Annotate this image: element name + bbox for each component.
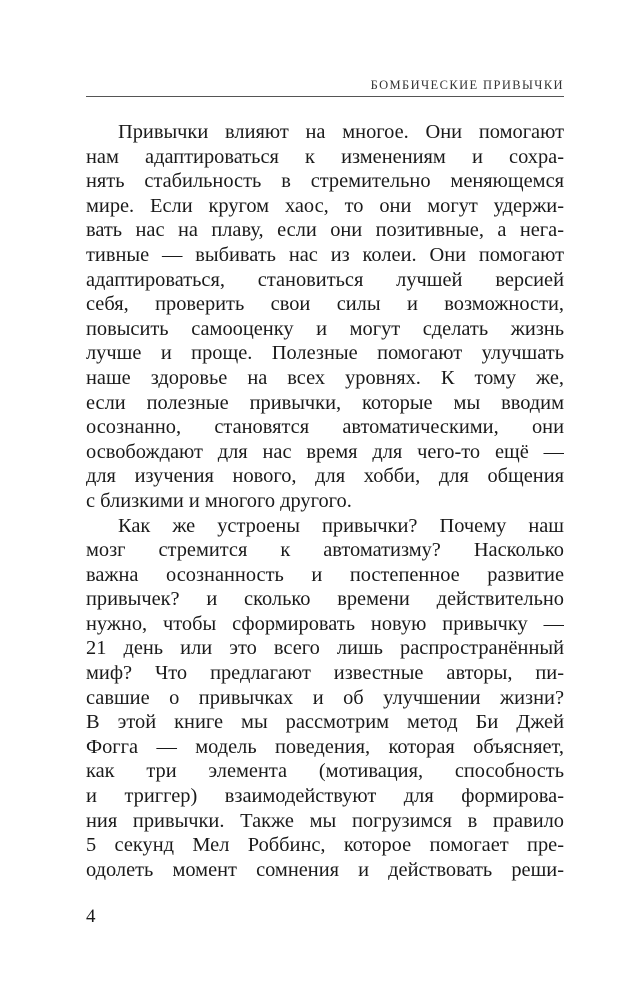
text-line: савшие о привычках и об улучшении жизни? [86,686,564,709]
body-text [86,120,564,882]
text-line: Фогга — модель поведения, которая объясняет, [86,735,564,758]
text-line: мозг стремится к автоматизму? Насколько [86,539,564,562]
text-line: В этой книге мы рассмотрим метод Би Джей [86,711,564,734]
running-head: БОМБИЧЕСКИЕ ПРИВЫЧКИ [370,78,564,92]
text-line: и триггер) взаимодействуют для формирова- [86,785,564,808]
text-line: нять стабильность в стремительно меняющемся [86,170,564,193]
text-line: если полезные привычки, которые мы вводим [86,391,564,414]
paragraph-2 [86,514,564,883]
text-line: себя, проверить свои силы и возможности, [86,293,564,316]
text-line: одолеть момент сомнения и действовать реши- [86,858,564,881]
paragraph-1 [86,120,564,514]
text-line: как три элемента (мотивация, способность [86,760,564,783]
text-line: освобождают для нас время для чего-то ещё — [86,440,564,463]
text-line: 21 день или это всего лишь распространённый [86,637,564,660]
text-line: вать нас на плаву, если они позитивные, а нега- [86,219,564,242]
text-line: мире. Если кругом хаос, то они могут удержи- [86,194,564,217]
text-line: наше здоровье на всех уровнях. К тому же, [86,366,564,389]
text-line: 5 секунд Мел Роббинс, которое помогает пре- [86,834,564,857]
text-line: важна осознанность и постепенное развитие [86,563,564,586]
text-line: ния привычки. Также мы погрузимся в правило [86,809,564,832]
page-number: 4 [86,906,96,927]
text-line: повысить самооценку и могут сделать жизнь [86,317,564,340]
text-line: нам адаптироваться к изменениям и сохра- [86,145,564,168]
text-line: Как же устроены привычки? Почему наш [118,514,564,537]
text-line: для изучения нового, для хобби, для общения [86,465,564,488]
text-line: адаптироваться, становиться лучшей версией [86,268,564,291]
text-line: нужно, чтобы сформировать новую привычку — [86,612,564,635]
text-line: с близкими и многого другого. [86,489,352,512]
text-line: привычек? и сколько времени действительно [86,588,564,611]
text-line: Привычки влияют на многое. Они помогают [118,121,564,143]
header-rule [86,96,564,97]
text-line: миф? Что предлагают известные авторы, пи- [86,662,564,685]
text-line: осознанно, становятся автоматическими, они [86,416,564,439]
text-line: тивные — выбивать нас из колеи. Они помогают [86,243,564,266]
text-line: лучше и проще. Полезные помогают улучшать [86,342,564,365]
